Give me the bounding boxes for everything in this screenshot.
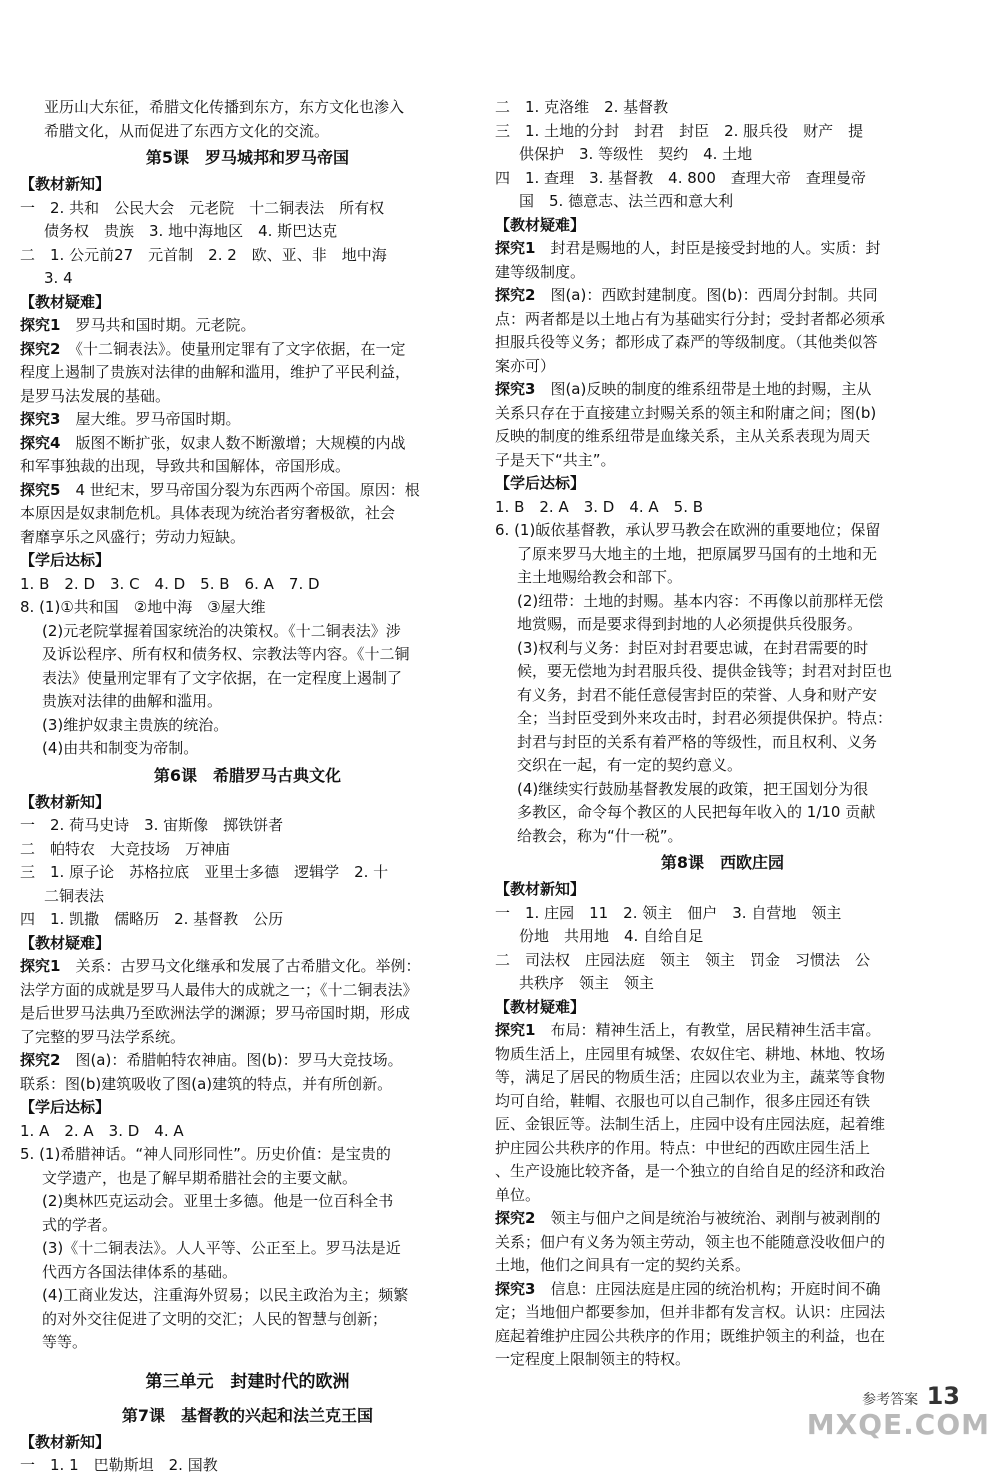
section-heading: 【教材新知】 [20, 175, 111, 193]
text-line: 案亦可） [495, 356, 556, 375]
inquiry-line [495, 237, 950, 261]
text-line: 一定程度上限制领主的特权。 [495, 1350, 691, 1368]
inquiry-text: 布局：精神生活上，有教堂，居民精神生活丰富。 [550, 1021, 881, 1039]
text-line-indented: (4)由共和制变为帝制。 [42, 739, 199, 757]
text-line-indented: 表法》使量刑定罪有了文字依据，在一定程度上遏制了 [42, 668, 403, 687]
text-line-indented: 共秩序 领主 领主 [519, 974, 655, 992]
text-line-indented: 国 5. 德意志、法兰西和意大利 [519, 192, 734, 210]
section-heading: 【学后达标】 [20, 551, 111, 569]
text-line: 土地，他们之间具有一定的契约关系。 [495, 1256, 751, 1274]
section-heading: 【学后达标】 [495, 474, 586, 492]
inquiry-text: 封君是赐地的人，封臣是接受封地的人。实质：封 [550, 239, 881, 257]
text-line: 和军事独裁的出现，导致共和国解体，帝国形成。 [20, 457, 351, 475]
inquiry-label: 探究1 [20, 316, 61, 334]
inquiry-line [495, 1207, 950, 1231]
text-line: 了完整的罗马法学系统。 [20, 1027, 186, 1046]
inquiry-label: 探究3 [20, 410, 61, 428]
text-line-indented: (2)纽带：土地的封赐。基本内容：不再像以前那样无偿 [517, 591, 884, 610]
text-line: 一 2. 荷马史诗 3. 宙斯像 掷铁饼者 [20, 816, 284, 834]
text-line: 8. (1)①共和国 ②地中海 ③屋大维 [20, 598, 266, 616]
text-line-indented: 供保护 3. 等级性 契约 4. 土地 [519, 145, 753, 163]
text-line-indented: 全；当封臣受到外来攻击时，封君必须提供保护。特点： [517, 709, 893, 727]
text-line-indented: 地赏赐，而是要求得到封地的人必须提供兵役服务。 [517, 615, 863, 633]
text-line-indented: 等等。 [42, 1333, 88, 1351]
inquiry-text: 《十二铜表法》。使量刑定罪有了文字依据，在一定 [75, 339, 406, 358]
text-line: 是罗马法发展的基础。 [20, 386, 171, 405]
page-number: 13 [926, 1382, 960, 1410]
text-line: 子是天下“共主”。 [495, 450, 616, 469]
text-line-indented: (4)继续实行鼓励基督教发展的政策，把王国划分为很 [517, 779, 869, 798]
text-line: 建等级制度。 [495, 262, 586, 281]
text-line: 点：两者都是以土地占有为基础实行分封；受封者都必须承 [495, 309, 886, 328]
text-line-indented: 主土地赐给教会和部下。 [517, 568, 683, 586]
lesson-title: 第8课 西欧庄园 [660, 853, 785, 872]
text-line-indented: 了原来罗马大地主的土地，把原属罗马国有的土地和无 [517, 544, 878, 563]
text-line-indented: 交织在一起，有一定的契约意义。 [517, 756, 743, 774]
text-line-indented: (3)权利与义务：封臣对封君要忠诚，在封君需要的时 [517, 638, 869, 657]
text-line-indented: 封君与封臣的关系有着严格的等级性，而且权利、义务 [517, 732, 878, 751]
inquiry-label: 探究4 [20, 433, 61, 452]
inquiry-text: 关系：古罗马文化继承和发展了古希腊文化。举例： [75, 957, 421, 975]
text-line: 一 2. 共和 公民大会 元老院 十二铜表法 所有权 [20, 198, 385, 217]
text-line-indented: (3)维护奴隶主贵族的统治。 [42, 715, 229, 734]
text-line-indented: 多教区，命令每个教区的人民把每年收入的 1/10 贡献 [517, 803, 876, 821]
text-line: 二 司法权 庄园法庭 领主 领主 罚金 习惯法 公 [495, 950, 871, 969]
text-line: 护庄园公共秩序的作用。特点：中世纪的西欧庄园生活上 [495, 1138, 871, 1157]
text-line-indented: 文学遗产，也是了解早期希腊社会的主要文献。 [42, 1168, 358, 1187]
page-footer [862, 1382, 960, 1410]
left-column [20, 96, 475, 1478]
text-line-indented: (2)元老院掌握着国家统治的决策权。《十二铜表法》涉 [42, 621, 401, 640]
inquiry-label: 探究2 [495, 286, 536, 304]
text-line: 、生产设施比较齐备，是一个独立的自给自足的经济和政治 [495, 1162, 886, 1180]
inquiry-line [495, 284, 950, 308]
text-line: 二 1. 克洛维 2. 基督教 [495, 98, 669, 116]
inquiry-label: 探究1 [20, 957, 61, 975]
text-line-indented: 二铜表法 [44, 886, 105, 905]
text-line: 均可自给，鞋帽、衣服也可以自己制作，很多庄园还有铁 [495, 1091, 871, 1110]
inquiry-label: 探究2 [495, 1209, 536, 1227]
inquiry-line [495, 378, 950, 402]
section-heading: 【教材疑难】 [495, 215, 586, 234]
text-line: 三 1. 原子论 苏格拉底 亚里士多德 逻辑学 2. 十 [20, 863, 389, 881]
text-line-indented: (2)奥林匹克运动会。亚里士多德。他是一位百科全书 [42, 1192, 394, 1210]
right-column [495, 96, 950, 1372]
inquiry-text: 领主与佃户之间是统治与被统治、剥削与被剥削的 [550, 1209, 881, 1227]
section-heading: 【教材新知】 [495, 880, 586, 898]
text-line: 1. B 2. A 3. D 4. A 5. B [495, 497, 704, 516]
text-line: 程度上遏制了贵族对法律的曲解和滥用，维护了平民利益， [20, 363, 411, 381]
text-line-indented: 亚历山大东征，希腊文化传播到东方，东方文化也渗入 [44, 98, 405, 116]
text-line: 5. (1)希腊神话。“神人同形同性”。历史价值：是宝贵的 [20, 1145, 391, 1163]
inquiry-label: 探究3 [495, 1279, 536, 1298]
inquiry-text: 4 世纪末，罗马帝国分裂为东西两个帝国。原因：根 [75, 480, 420, 499]
inquiry-text: 罗马共和国时期。元老院。 [75, 316, 256, 334]
watermark-logo: MXQE.COM [806, 1408, 990, 1441]
text-line: 是后世罗马法典乃至欧洲法学的渊源；罗马帝国时期，形成 [20, 1004, 411, 1022]
inquiry-line [20, 314, 475, 338]
text-line: 一 1. 庄园 11 2. 领主 佃户 3. 自营地 领主 [495, 903, 842, 922]
section-heading: 【教材疑难】 [20, 292, 111, 311]
inquiry-line [20, 479, 475, 503]
text-line-indented: 的对外交往促进了文明的交汇；人民的智慧与创新； [42, 1309, 388, 1328]
inquiry-label: 探究1 [495, 239, 536, 257]
text-line: 本原因是奴隶制危机。具体表现为统治者穷奢极欲，社会 [20, 504, 396, 522]
section-heading: 【教材疑难】 [20, 933, 111, 952]
text-line-indented: 代西方各国法律体系的基础。 [42, 1262, 238, 1281]
text-line: 三 1. 土地的分封 封君 封臣 2. 服兵役 财产 提 [495, 121, 864, 140]
text-line: 6. (1)皈依基督教，承认罗马教会在欧洲的重要地位；保留 [495, 521, 881, 539]
text-line: 庭起着维护庄园公共秩序的作用；既维护领主的利益，也在 [495, 1326, 886, 1345]
inquiry-text: 信息：庄园法庭是庄园的统治机构；开庭时间不确 [550, 1279, 881, 1298]
inquiry-line [20, 432, 475, 456]
inquiry-label: 探究2 [20, 339, 61, 358]
lesson-title: 第5课 罗马城邦和罗马帝国 [145, 148, 350, 167]
text-line: 定；当地佃户都要参加，但并非都有发言权。认识：庄园法 [495, 1303, 886, 1321]
section-heading: 【教材新知】 [20, 1432, 111, 1451]
inquiry-line [495, 1019, 950, 1043]
text-line: 二 帕特农 大竞技场 万神庙 [20, 839, 231, 858]
text-line: 奢靡享乐之风盛行；劳动力短缺。 [20, 527, 246, 546]
text-line-indented: 及诉讼程序、所有权和债务权、宗教法等内容。《十二铜 [42, 645, 410, 663]
text-line: 物质生活上，庄园里有城堡、农奴住宅、耕地、林地、牧场 [495, 1044, 886, 1063]
text-line-indented: (4)工商业发达，注重海外贸易；以民主政治为主；频繁 [42, 1286, 409, 1304]
text-line: 法学方面的成就是罗马人最伟大的成就之一；《十二铜表法》 [20, 980, 418, 999]
text-line-indented: 给教会，称为“什一税”。 [517, 826, 683, 845]
section-heading: 【教材疑难】 [495, 997, 586, 1016]
text-line-indented: (3)《十二铜表法》。人人平等、公正至上。罗马法是近 [42, 1239, 401, 1257]
text-line: 单位。 [495, 1185, 541, 1204]
text-line: 联系：图(b)建筑吸收了图(a)建筑的特点，并有所创新。 [20, 1074, 393, 1093]
text-line: 四 1. 查理 3. 基督教 4. 800 查理大帝 查理曼帝 [495, 168, 866, 187]
text-line-indented: 3. 4 [44, 269, 73, 287]
lesson-title: 第6课 希腊罗马古典文化 [153, 765, 342, 785]
inquiry-line [495, 1278, 950, 1302]
inquiry-label: 探究3 [495, 380, 536, 398]
inquiry-line [20, 338, 475, 362]
unit-title: 第三单元 封建时代的欧洲 [145, 1371, 350, 1392]
text-line-indented: 式的学者。 [42, 1215, 118, 1234]
text-line-indented: 希腊文化，从而促进了东西方文化的交流。 [44, 121, 330, 140]
text-line-indented: 贵族对法律的曲解和滥用。 [42, 692, 223, 710]
inquiry-text: 图(a)：西欧封建制度。图(b)：西周分封制。共同 [550, 286, 878, 304]
inquiry-text: 图(a)：希腊帕特农神庙。图(b)：罗马大竞技场。 [75, 1051, 403, 1069]
text-line-indented: 候，要无偿地为封君服兵役、提供金钱等；封君对封臣也 [517, 662, 893, 680]
text-line: 1. B 2. D 3. C 4. D 5. B 6. A 7. D [20, 574, 320, 593]
inquiry-line [20, 955, 475, 979]
footer-label: 参考答案 [862, 1392, 919, 1408]
text-line: 四 1. 凯撒 儒略历 2. 基督教 公历 [20, 910, 284, 928]
inquiry-label: 探究2 [20, 1051, 61, 1069]
text-line: 担服兵役等义务；都形成了森严的等级制度。（其他类似答 [495, 333, 878, 351]
text-line: 1. A 2. A 3. D 4. A [20, 1121, 184, 1140]
section-heading: 【教材新知】 [20, 792, 111, 811]
inquiry-line [20, 408, 475, 432]
inquiry-text: 图(a)反映的制度的维系纽带是土地的封赐，主从 [550, 380, 872, 398]
inquiry-text: 屋大维。罗马帝国时期。 [75, 410, 241, 428]
text-line: 一 1. 1 巴勒斯坦 2. 国教 [20, 1456, 218, 1474]
text-line-indented: 债务权 贵族 3. 地中海地区 4. 斯巴达克 [44, 222, 338, 240]
text-line-indented: 有义务，封君不能任意侵害封臣的荣誉、人身和财产安 [517, 685, 878, 704]
section-heading: 【学后达标】 [20, 1098, 111, 1116]
inquiry-label: 探究5 [20, 480, 61, 499]
text-line: 等，满足了居民的物质生活；庄园以农业为主，蔬菜等食物 [495, 1068, 886, 1086]
text-line: 匠、金银匠等。法制生活上，庄园中设有庄园法庭，起着维 [495, 1115, 886, 1133]
lesson-title: 第7课 基督教的兴起和法兰克王国 [121, 1405, 374, 1425]
inquiry-label: 探究1 [495, 1021, 536, 1039]
text-line-indented: 份地 共用地 4. 自给自足 [519, 927, 704, 945]
text-line: 关系只存在于直接建立封赐关系的领主和附庸之间；图(b) [495, 403, 877, 422]
inquiry-text: 版图不断扩张，奴隶人数不断激增；大规模的内战 [75, 433, 406, 452]
inquiry-line [20, 1049, 475, 1073]
text-line: 二 1. 公元前27 元首制 2. 2 欧、亚、非 地中海 [20, 245, 387, 264]
text-line: 反映的制度的维系纽带是血缘关系，主从关系表现为周天 [495, 427, 871, 445]
text-line: 关系；佃户有义务为领主劳动，领主也不能随意没收佃户的 [495, 1232, 886, 1251]
